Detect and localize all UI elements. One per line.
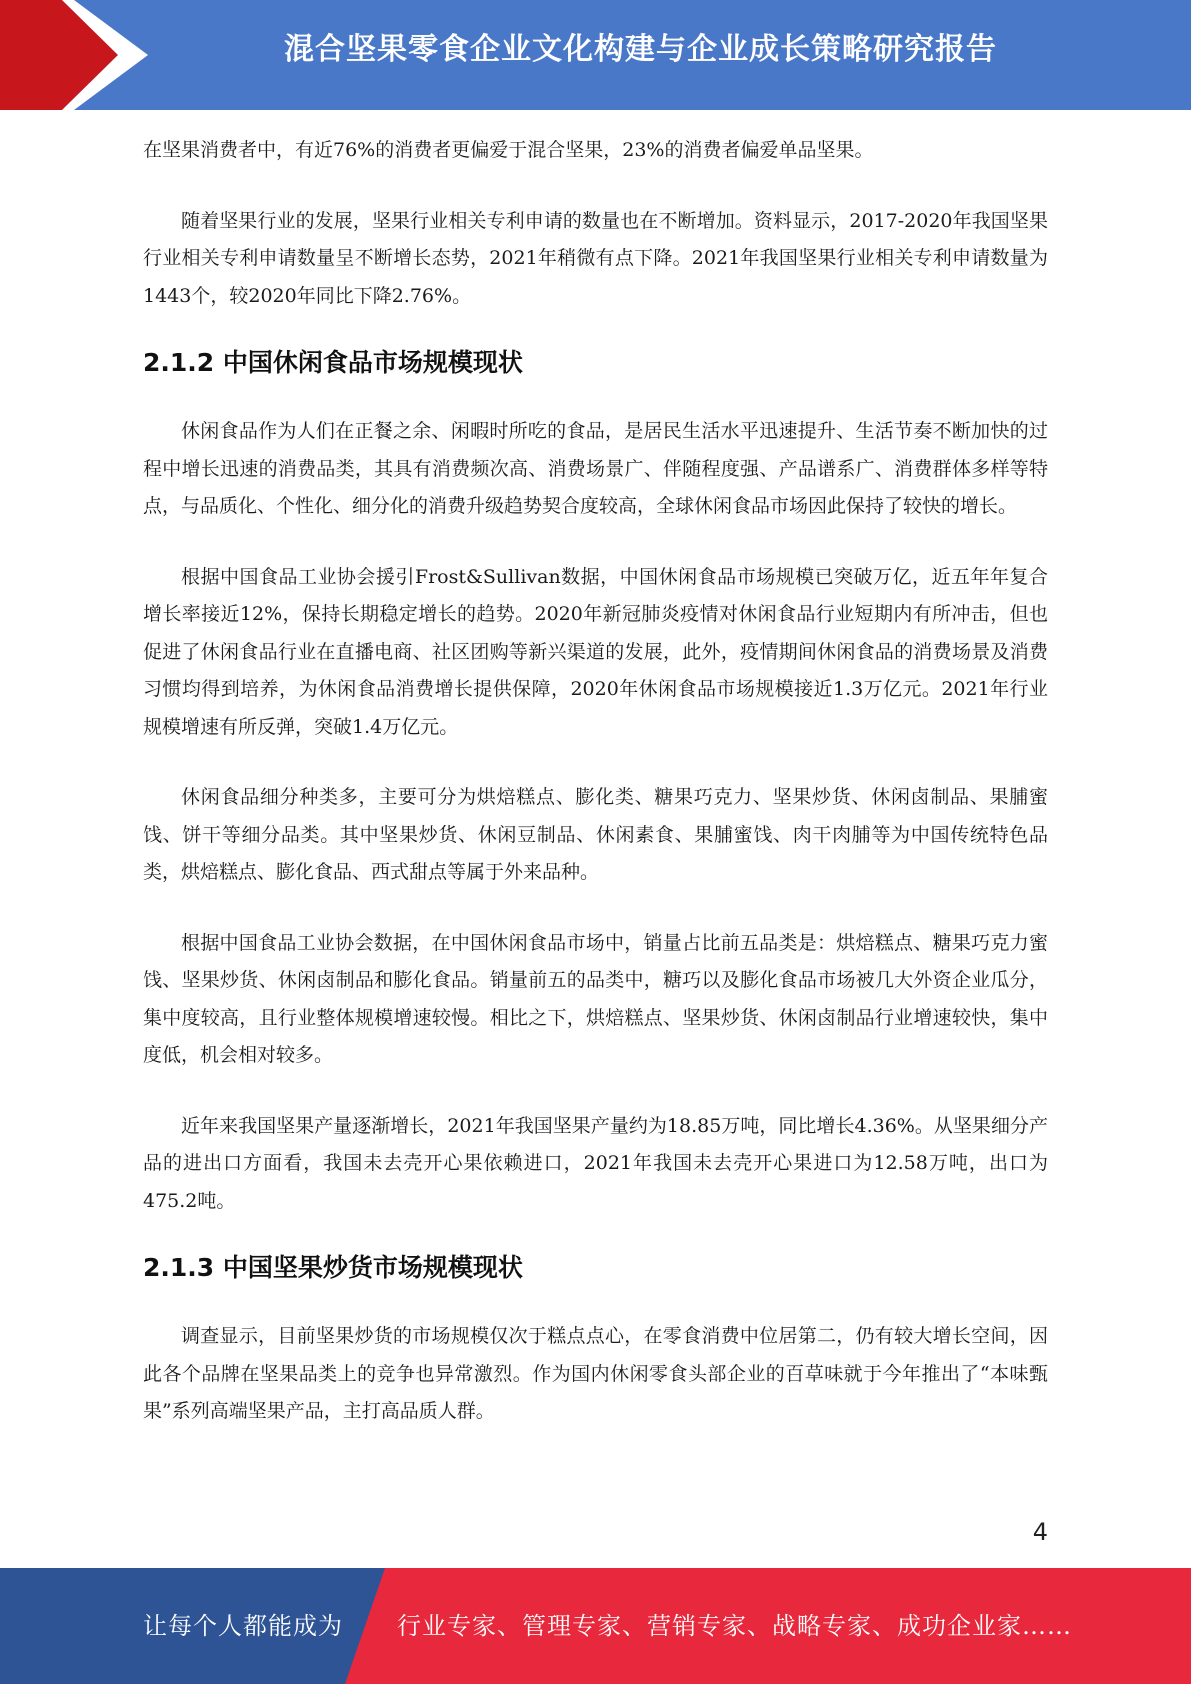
page-footer bbox=[0, 1568, 1191, 1684]
paragraph: 根据中国食品工业协会援引Frost&Sullivan数据，中国休闲食品市场规模已突破万亿，近五年年复合增长率接近12%，保持长期稳定增长的趋势。2020年新冠肺炎疫情对休闲食品行业短期内有所冲击，但也促进了休闲食品行业在直播电商、社区团购等新兴渠道的发展，此外，疫情期间休闲食品的消费场景及消费习惯均得到培养，为休闲食品消费增长提供保障，2020年休闲食品市场规模接近1.3万亿元。2021年行业规模增速有所反弹，突破1.4万亿元。 bbox=[143, 565, 1048, 738]
paragraph: 随着坚果行业的发展，坚果行业相关专利申请的数量也在不断增加。资料显示，2017-2020年我国坚果行业相关专利申请数量呈不断增长态势，2021年稍微有点下降。2021年我国坚果行业相关专利申请数量为1443个，较2020年同比下降2.76%。 bbox=[143, 209, 1048, 307]
page-header bbox=[0, 0, 1191, 110]
paragraph: 在坚果消费者中，有近76%的消费者更偏爱于混合坚果，23%的消费者偏爱单品坚果。 bbox=[143, 139, 874, 161]
paragraph: 休闲食品细分种类多，主要可分为烘焙糕点、膨化类、糖果巧克力、坚果炒货、休闲卤制品、果脯蜜饯、饼干等细分品类。其中坚果炒货、休闲豆制品、休闲素食、果脯蜜饯、肉干肉脯等为中国传统特色品类，烘焙糕点、膨化食品、西式甜点等属于外来品种。 bbox=[143, 786, 1048, 883]
footer-slogan-left: 让每个人都能成为 bbox=[143, 1612, 343, 1640]
paragraph: 休闲食品作为人们在正餐之余、闲暇时所吃的食品，是居民生活水平迅速提升、生活节奏不断加快的过程中增长迅速的消费品类，其具有消费频次高、消费场景广、伴随程度强、产品谱系广、消费群体多样等特点，与品质化、个性化、细分化的消费升级趋势契合度较高，全球休闲食品市场因此保持了较快的增长。 bbox=[143, 420, 1048, 517]
page-content bbox=[143, 132, 1048, 1431]
section-heading-2-1-3: 2.1.3 中国坚果炒货市场规模现状 bbox=[143, 1253, 523, 1282]
paragraph: 根据中国食品工业协会数据，在中国休闲食品市场中，销量占比前五品类是：烘焙糕点、糖果巧克力蜜饯、坚果炒货、休闲卤制品和膨化食品。销量前五的品类中，糖巧以及膨化食品市场被几大外资企业瓜分，集中度较高，且行业整体规模增速较慢。相比之下，烘焙糕点、坚果炒货、休闲卤制品行业增速较快，集中度低，机会相对较多。 bbox=[143, 931, 1048, 1066]
document-title: 混合坚果零食企业文化构建与企业成长策略研究报告 bbox=[284, 32, 997, 67]
paragraph: 近年来我国坚果产量逐渐增长，2021年我国坚果产量约为18.85万吨，同比增长4.36%。从坚果细分产品的进出口方面看，我国未去壳开心果依赖进口，2021年我国未去壳开心果进口为12.58万吨，出口为475.2吨。 bbox=[143, 1114, 1048, 1212]
footer-slogan-right: 行业专家、管理专家、营销专家、战略专家、成功企业家…… bbox=[397, 1612, 1072, 1640]
page-number: 4 bbox=[1032, 1518, 1048, 1546]
header-arrow-icon bbox=[0, 0, 160, 110]
paragraph: 调查显示，目前坚果炒货的市场规模仅次于糕点点心，在零食消费中位居第二，仍有较大增长空间，因此各个品牌在坚果品类上的竞争也异常激烈。作为国内休闲零食头部企业的百草味就于今年推出了“本味甄果”系列高端坚果产品，主打高品质人群。 bbox=[143, 1325, 1048, 1422]
section-heading-2-1-2: 2.1.2 中国休闲食品市场规模现状 bbox=[143, 348, 523, 377]
